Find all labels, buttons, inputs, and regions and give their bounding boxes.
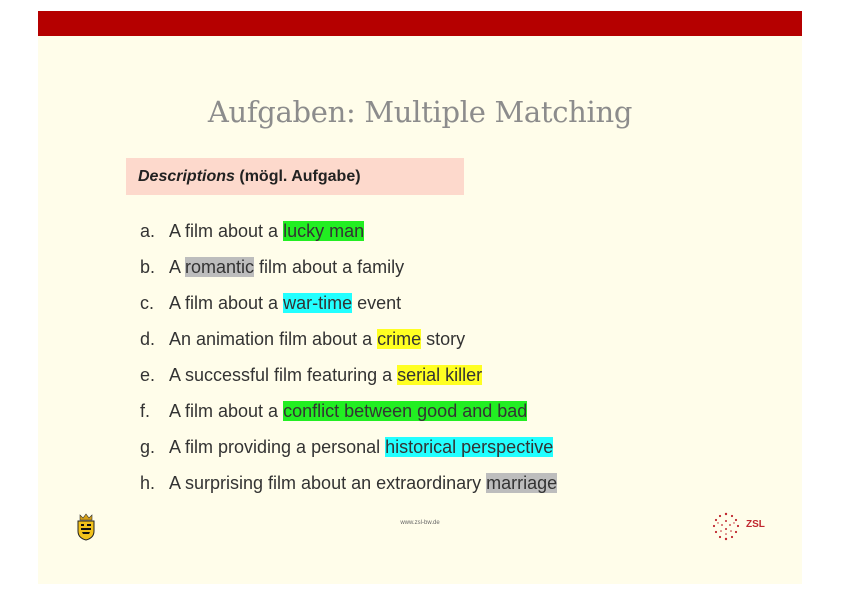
item-letter: d. (140, 329, 156, 349)
slide (38, 11, 802, 584)
list-item (140, 255, 780, 291)
item-text-pre: A film about a (169, 293, 284, 313)
item-highlight: romantic (185, 257, 255, 277)
item-text-pre: A successful film featuring a (169, 365, 398, 385)
item-text (169, 255, 404, 279)
descriptions-heading-rest: (mögl. Aufgabe) (234, 168, 361, 185)
item-text-post: story (421, 329, 466, 349)
item-letter: a. (140, 221, 156, 241)
item-letter: c. (140, 293, 155, 313)
item-text-pre: A film about a (169, 401, 284, 421)
item-text-pre: A film about a (169, 221, 284, 241)
item-text-post: event (352, 293, 402, 313)
item-letter: e. (140, 365, 156, 385)
item-letter: h. (140, 473, 156, 493)
item-text (169, 435, 553, 459)
item-text (169, 291, 401, 315)
item-text-post: film about a family (254, 257, 405, 277)
slide-title: Aufgaben: Multiple Matching (207, 95, 633, 129)
zsl-logo-text: ZSL (746, 519, 765, 530)
item-letter: b. (140, 257, 156, 277)
list-item (140, 471, 780, 507)
item-text-pre: A film providing a personal (169, 437, 386, 457)
item-highlight: conflict between good and bad (283, 401, 528, 421)
item-text (169, 363, 482, 387)
item-highlight: serial killer (397, 365, 483, 385)
item-text (169, 327, 465, 351)
description-list (140, 219, 780, 507)
item-text (169, 399, 527, 423)
state-crest-icon (76, 513, 96, 541)
list-item (140, 399, 780, 435)
list-item (140, 363, 780, 399)
descriptions-box (126, 158, 464, 195)
item-text-pre: A (169, 257, 186, 277)
item-highlight: historical perspective (385, 437, 554, 457)
header-bar (38, 11, 802, 36)
footer-url: www.zsl-bw.de (400, 520, 440, 526)
item-highlight: crime (377, 329, 422, 349)
item-text-pre: An animation film about a (169, 329, 378, 349)
list-item (140, 327, 780, 363)
list-item (140, 219, 780, 255)
item-letter: g. (140, 437, 156, 457)
descriptions-heading-italic: Descriptions (138, 168, 235, 185)
list-item (140, 291, 780, 327)
zsl-dots-logo-icon (708, 511, 744, 543)
item-letter: f. (140, 401, 151, 421)
item-highlight: lucky man (283, 221, 365, 241)
item-text (169, 219, 364, 243)
zsl-logo (708, 511, 772, 543)
item-text (169, 471, 557, 495)
item-highlight: marriage (486, 473, 558, 493)
list-item (140, 435, 780, 471)
item-text-pre: A surprising film about an extraordinary (169, 473, 487, 493)
item-highlight: war-time (283, 293, 353, 313)
